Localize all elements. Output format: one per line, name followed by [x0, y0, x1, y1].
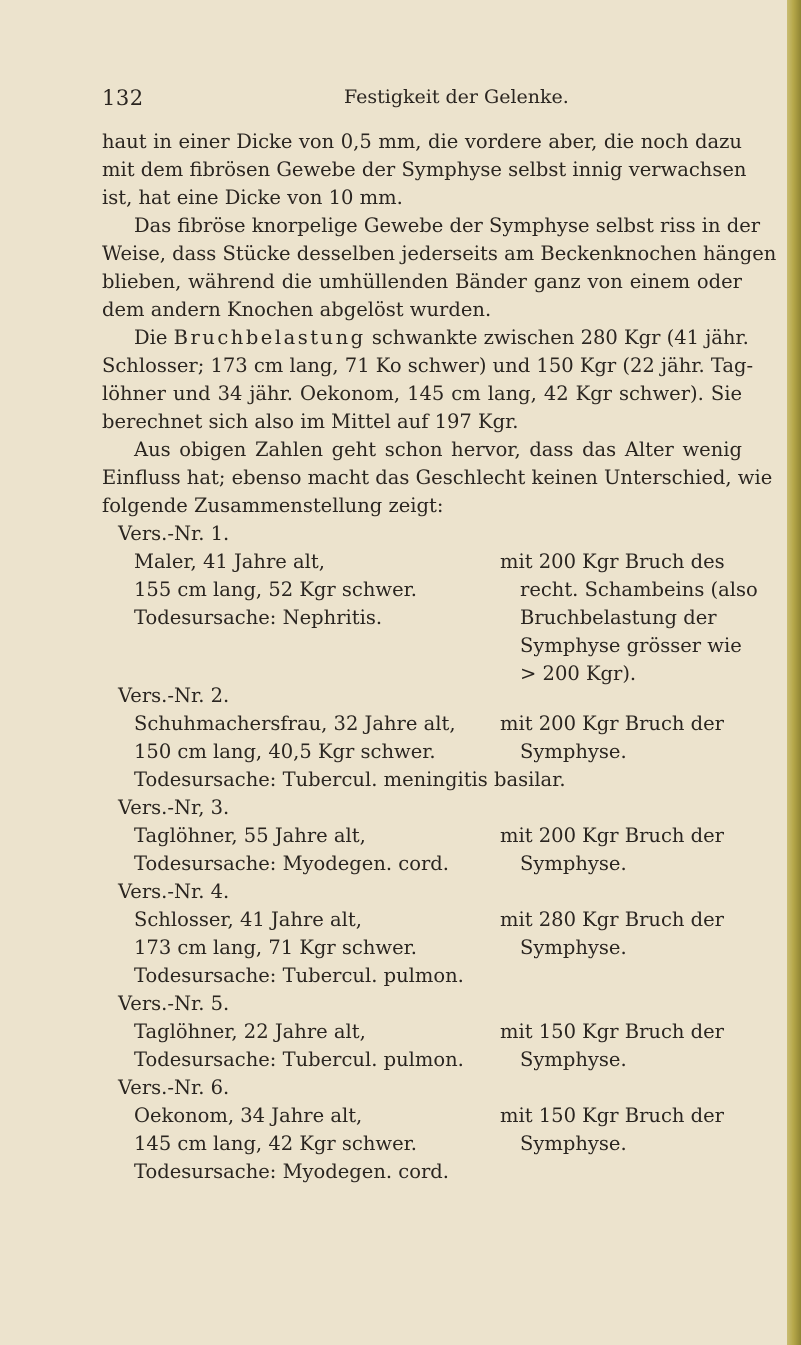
case-detail: Taglöhner, 22 Jahre alt,	[134, 1020, 366, 1043]
case-result: mit 200 Kgr Bruch der	[500, 824, 724, 847]
text-line: blieben, während die umhüllenden Bänder ganz von einem oder	[102, 270, 742, 293]
case-result: Bruchbelastung der	[520, 606, 717, 629]
case-result: Symphyse.	[520, 1132, 627, 1155]
case-detail: Maler, 41 Jahre alt,	[134, 550, 325, 573]
case-label: Vers.-Nr. 4.	[118, 880, 230, 903]
case-detail: Schuhmachersfrau, 32 Jahre alt,	[134, 712, 456, 735]
case-result: mit 280 Kgr Bruch der	[500, 908, 724, 931]
text-line: Schlosser; 173 cm lang, 71 Ko schwer) und 150 Kgr (22 jähr. Tag-	[102, 354, 754, 377]
case-result: Symphyse grösser wie	[520, 634, 742, 657]
text-line: Weise, dass Stücke desselben jederseits am Beckenknochen hängen	[102, 242, 777, 265]
text-intro: Die	[134, 326, 168, 349]
text-line: dem andern Knochen abgelöst wurden.	[102, 298, 492, 321]
text-line: Einfluss hat; ebenso macht das Geschlecht keinen Unterschied, wie	[102, 466, 773, 489]
case-result: Symphyse.	[520, 852, 627, 875]
case-result: mit 150 Kgr Bruch der	[500, 1104, 724, 1127]
page-number: 132	[102, 86, 144, 110]
case-detail: Schlosser, 41 Jahre alt,	[134, 908, 362, 931]
case-result: Symphyse.	[520, 936, 627, 959]
text-line: haut in einer Dicke von 0,5 mm, die vordere aber, die noch dazu	[102, 130, 742, 153]
case-result: > 200 Kgr).	[520, 662, 637, 685]
case-label: Vers.-Nr. 2.	[118, 684, 230, 707]
case-detail: Todesursache: Tubercul. pulmon.	[134, 1048, 464, 1071]
case-label: Vers.-Nr. 5.	[118, 992, 230, 1015]
text-line: löhner und 34 jähr. Oekonom, 145 cm lang, 42 Kgr schwer). Sie	[102, 382, 742, 405]
text-line: ist, hat eine Dicke von 10 mm.	[102, 186, 403, 209]
text-rest: schwankte zwischen 280 Kgr (41 jähr.	[371, 326, 749, 349]
text-line: Aus obigen Zahlen geht schon hervor, dass das Alter wenig	[134, 438, 742, 461]
text-line: folgende Zusammenstellung zeigt:	[102, 494, 444, 517]
case-result: mit 150 Kgr Bruch der	[500, 1020, 724, 1043]
case-detail: 150 cm lang, 40,5 Kgr schwer.	[134, 740, 436, 763]
case-result: recht. Schambeins (also	[520, 578, 758, 601]
page-edge	[787, 0, 801, 1345]
text-line: mit dem fibrösen Gewebe der Symphyse selbst innig verwachsen	[102, 158, 747, 181]
case-detail: 145 cm lang, 42 Kgr schwer.	[134, 1132, 418, 1155]
page-header	[102, 86, 742, 114]
case-detail: 155 cm lang, 52 Kgr schwer.	[134, 578, 418, 601]
case-detail: Oekonom, 34 Jahre alt,	[134, 1104, 363, 1127]
case-detail: Todesursache: Myodegen. cord.	[134, 1160, 449, 1183]
case-detail: Todesursache: Tubercul. pulmon.	[134, 964, 464, 987]
case-result: mit 200 Kgr Bruch der	[500, 712, 724, 735]
case-label: Vers.-Nr. 6.	[118, 1076, 230, 1099]
emphasis-term: Bruchbelastung	[173, 326, 366, 349]
text-line: berechnet sich also im Mittel auf 197 Kgr.	[102, 410, 519, 433]
case-label: Vers.-Nr. 1.	[118, 522, 230, 545]
case-detail: Todesursache: Myodegen. cord.	[134, 852, 449, 875]
text-line	[102, 324, 749, 352]
text-line: Das fibröse knorpelige Gewebe der Symphyse selbst riss in der	[134, 214, 761, 237]
case-label: Vers.-Nr, 3.	[118, 796, 230, 819]
case-detail: Todesursache: Nephritis.	[134, 606, 383, 629]
case-result: Symphyse.	[520, 740, 627, 763]
case-result: Symphyse.	[520, 1048, 627, 1071]
case-detail: Taglöhner, 55 Jahre alt,	[134, 824, 366, 847]
running-title: Festigkeit der Gelenke.	[344, 86, 569, 108]
case-result: mit 200 Kgr Bruch des	[500, 550, 725, 573]
case-detail: 173 cm lang, 71 Kgr schwer.	[134, 936, 418, 959]
case-detail: Todesursache: Tubercul. meningitis basilar.	[134, 768, 566, 791]
